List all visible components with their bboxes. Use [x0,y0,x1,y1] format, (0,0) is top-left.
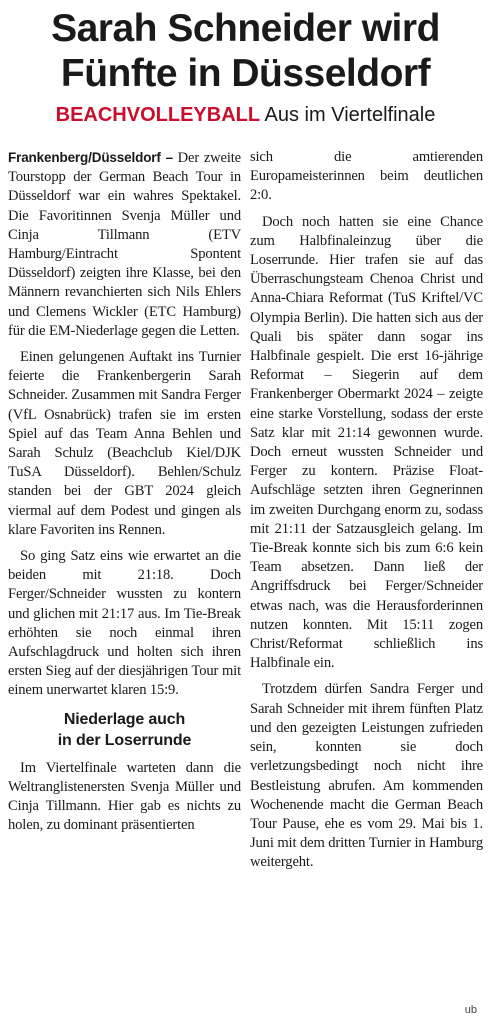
paragraph-6: Trotzdem dürfen Sandra Ferger und Sarah Schneider mit ihrem fünften Platz und den gezeigten Leistungen zufrieden sein, konnten sie doch verletzungsbedingt noch nicht ihre Bestleistung abrufen. Am kommenden Wochenende macht die German Beach Tour Pause, ehe es vom 29. Mai bis 1. Juni mit dem dritten Turnier in Hamburg weitergeht. [250,681,483,871]
column-right [250,148,483,1010]
paragraph-1-text: Der zweite Tourstopp der German Beach Tour in Düsseldorf war ein wahres Spektakel. Die Favoritinnen Svenja Müller und Cinja Tillmann (ETV Hamburg/Eintracht Spontent Düsseldorf) zeigten ihre Klasse, bei den Männern revanchierten sich Nils Ehlers und Clemens Wickler (ETC Hamburg) für die EM-Niederlage gegen die Letten. [8,150,241,339]
paragraph-4: Im Viertelfinale warteten dann die Weltranglistenersten Svenja Müller und Cinja Tillmann. Hier gab es nichts zu holen, zu dominant präsentierten [8,759,241,834]
dateline: Frankenberg/Düsseldorf – [8,150,173,165]
headline-line-1: Sarah Schneider wird [51,7,440,50]
subline [0,102,491,128]
paragraph-4-continued: sich die amtierenden Europameisterinnen beim deutlichen 2:0. [250,149,483,204]
headline [0,0,491,96]
paragraph-5: Doch noch hatten sie eine Chance zum Halbfinaleinzug über die Loserrunde. Hier trafen sie auf das Überraschungsteam Chenoa Christ und Anna-Chiara Reformat (TuS Kriftel/VC Olympia Berlin). Die hatten sich aus der Quali bis später dann sogar ins Halbfinale gespielt. Die erst 16-jährige Reformat – Siegerin auf dem Frankenberger Obermarkt 2024 – zeigte eine starke Vorstellung, sodass der erste Satz klar mit 21:14 gewonnen wurde. Doch erneut wussten Schneider und Ferger zu kontern. Präzise Float-Aufschläge setzten ihren Gegnerinnen im zweiten Durchgang enorm zu, sodass mit 21:11 der Satzausgleich gelang. Im Tie-Break konnte sich bis zum 6:6 kein Team absetzen. Dann ließ der Angriffsdruck bei Ferger/Schneider etwas nach, was die Herausforderinnen nutzen konnten. Mit 15:11 zogen Christ/Reformat schließlich ins Halbfinale ein. [250,213,483,672]
headline-line-2: Fünfte in Düsseldorf [60,52,431,95]
subheading-line-1: Niederlage auch [63,710,186,728]
subheading-line-2: in der Loserrunde [57,731,192,749]
author-initials: ub [464,1004,477,1016]
subline-text: Aus im Viertelfinale [264,104,436,126]
paragraph-intro [8,148,241,341]
paragraph-3: So ging Satz eins wie erwartet an die beiden mit 21:18. Doch Ferger/Schneider wussten zu kontern und glichen mit 21:17 aus. Im Tie-Break erhöhten sie noch einmal ihren Aufschlagdruck und holten sich ihren ersten Sieg auf der diesjährigen Tour mit einem unerwartet klaren 15:9. [8,548,241,699]
article-columns [8,148,483,1010]
column-left [8,148,241,1010]
subheading [8,709,241,751]
paragraph-2: Einen gelungenen Auftakt ins Turnier feierte die Frankenbergerin Sarah Schneider. Zusammen mit Sandra Ferger (VfL Osnabrück) trafen sie im ersten Spiel auf das Team Anna Behlen und Sarah Schulz (Beachclub Kiel/DJK TuSA Düsseldorf). Behlen/Schulz standen bei der GBT 2024 gleich viermal auf dem Podest und gingen als klare Favoriten ins Rennen. [8,349,241,538]
section-kicker: BEACHVOLLEYBALL [55,104,261,126]
